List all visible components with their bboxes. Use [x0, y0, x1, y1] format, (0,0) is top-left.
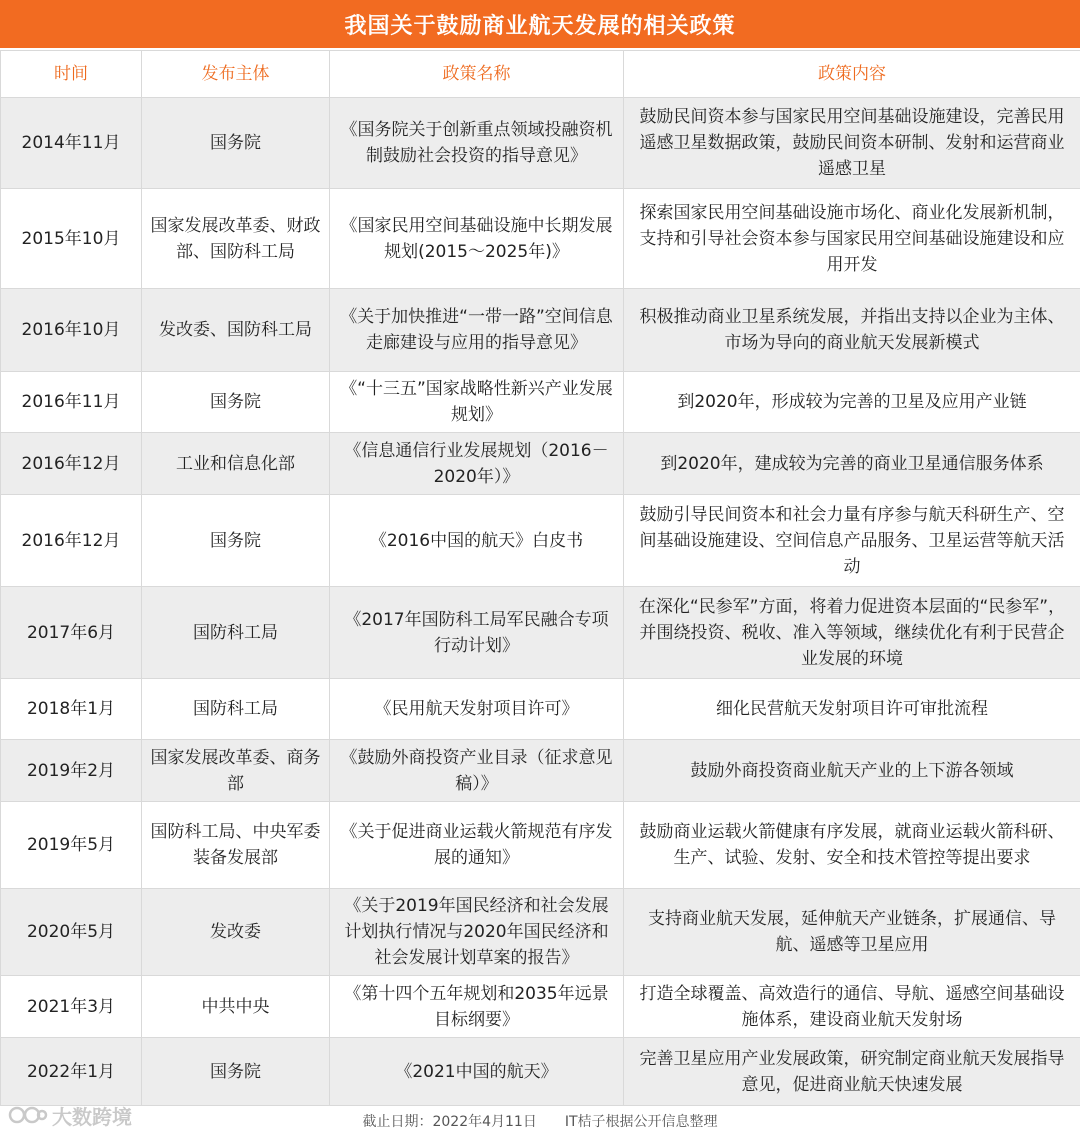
cell-date: 2016年12月	[1, 495, 142, 587]
cell-date: 2019年2月	[1, 740, 142, 802]
footer-note	[0, 1108, 1080, 1134]
cell-issuer: 国家发展改革委、财政部、国防科工局	[142, 189, 330, 289]
cell-name: 《国务院关于创新重点领域投融资机制鼓励社会投资的指导意见》	[330, 98, 624, 189]
page-title: 我国关于鼓励商业航天发展的相关政策	[344, 13, 736, 39]
cell-date: 2018年1月	[1, 679, 142, 740]
column-header-date: 时间	[1, 51, 142, 98]
table-row	[1, 802, 1080, 889]
cell-name: 《国家民用空间基础设施中长期发展规划(2015～2025年)》	[330, 189, 624, 289]
cell-issuer: 国防科工局、中央军委装备发展部	[142, 802, 330, 889]
cell-name: 《鼓励外商投资产业目录（征求意见稿）》	[330, 740, 624, 802]
cell-name: 《“十三五”国家战略性新兴产业发展规划》	[330, 372, 624, 433]
cell-name: 《民用航天发射项目许可》	[330, 679, 624, 740]
table-row	[1, 976, 1080, 1038]
cell-content: 鼓励民间资本参与国家民用空间基础设施建设，完善民用遥感卫星数据政策，鼓励民间资本研制、发射和运营商业遥感卫星	[624, 98, 1080, 189]
cell-date: 2016年12月	[1, 433, 142, 495]
cell-content: 打造全球覆盖、高效造行的通信、导航、遥感空间基础设施体系，建设商业航天发射场	[624, 976, 1080, 1038]
cell-content: 鼓励外商投资商业航天产业的上下游各领域	[624, 740, 1080, 802]
cell-content: 到2020年，建成较为完善的商业卫星通信服务体系	[624, 433, 1080, 495]
cell-content: 鼓励引导民间资本和社会力量有序参与航天科研生产、空间基础设施建设、空间信息产品服务、卫星运营等航天活动	[624, 495, 1080, 587]
table-row	[1, 433, 1080, 495]
cell-content: 在深化“民参军”方面，将着力促进资本层面的“民参军”，并围绕投资、税收、准入等领域，继续优化有利于民营企业发展的环境	[624, 587, 1080, 679]
cell-name: 《2021中国的航天》	[330, 1038, 624, 1106]
column-header-issuer: 发布主体	[142, 51, 330, 98]
cell-name: 《2017年国防科工局军民融合专项行动计划》	[330, 587, 624, 679]
cell-content: 探索国家民用空间基础设施市场化、商业化发展新机制，支持和引导社会资本参与国家民用空间基础设施建设和应用开发	[624, 189, 1080, 289]
cell-name: 《信息通信行业发展规划（2016－2020年）》	[330, 433, 624, 495]
cell-date: 2016年10月	[1, 289, 142, 372]
table-row	[1, 372, 1080, 433]
cell-issuer: 发改委	[142, 889, 330, 976]
policy-table	[0, 50, 1080, 1106]
cell-issuer: 国务院	[142, 1038, 330, 1106]
cell-date: 2019年5月	[1, 802, 142, 889]
table-row	[1, 679, 1080, 740]
footer-source: IT桔子根据公开信息整理	[564, 1114, 718, 1130]
cell-date: 2016年11月	[1, 372, 142, 433]
cell-content: 鼓励商业运载火箭健康有序发展，就商业运载火箭科研、生产、试验、发射、安全和技术管控等提出要求	[624, 802, 1080, 889]
cell-issuer: 国务院	[142, 372, 330, 433]
cell-date: 2017年6月	[1, 587, 142, 679]
cell-name: 《关于加快推进“一带一路”空间信息走廊建设与应用的指导意见》	[330, 289, 624, 372]
table-row	[1, 289, 1080, 372]
cell-issuer: 中共中央	[142, 976, 330, 1038]
cell-content: 细化民营航天发射项目许可审批流程	[624, 679, 1080, 740]
cell-content: 完善卫星应用产业发展政策，研究制定商业航天发展指导意见，促进商业航天快速发展	[624, 1038, 1080, 1106]
brand-name: 大数跨境	[52, 1104, 132, 1129]
cell-content: 积极推动商业卫星系统发展，并指出支持以企业为主体、市场为导向的商业航天发展新模式	[624, 289, 1080, 372]
table-row	[1, 98, 1080, 189]
column-header-name: 政策名称	[330, 51, 624, 98]
table-row	[1, 495, 1080, 587]
cell-name: 《关于促进商业运载火箭规范有序发展的通知》	[330, 802, 624, 889]
cell-content: 到2020年，形成较为完善的卫星及应用产业链	[624, 372, 1080, 433]
cell-date: 2014年11月	[1, 98, 142, 189]
cell-name: 《第十四个五年规划和2035年远景目标纲要》	[330, 976, 624, 1038]
cell-issuer: 发改委、国防科工局	[142, 289, 330, 372]
cell-issuer: 国防科工局	[142, 587, 330, 679]
table-header-row	[1, 51, 1080, 98]
cell-issuer: 国务院	[142, 98, 330, 189]
cell-name: 《关于2019年国民经济和社会发展计划执行情况与2020年国民经济和社会发展计划草案的报告》	[330, 889, 624, 976]
cell-issuer: 国务院	[142, 495, 330, 587]
column-header-content: 政策内容	[624, 51, 1080, 98]
table-row	[1, 889, 1080, 976]
cell-issuer: 国家发展改革委、商务部	[142, 740, 330, 802]
cell-name: 《2016中国的航天》白皮书	[330, 495, 624, 587]
cell-issuer: 国防科工局	[142, 679, 330, 740]
cell-date: 2020年5月	[1, 889, 142, 976]
cell-date: 2021年3月	[1, 976, 142, 1038]
cell-date: 2022年1月	[1, 1038, 142, 1106]
table-row	[1, 1038, 1080, 1106]
table-row	[1, 740, 1080, 802]
cell-date: 2015年10月	[1, 189, 142, 289]
footer-cutoff: 截止日期：2022年4月11日	[362, 1114, 537, 1130]
cell-content: 支持商业航天发展，延伸航天产业链条，扩展通信、导航、遥感等卫星应用	[624, 889, 1080, 976]
table-row	[1, 587, 1080, 679]
cell-issuer: 工业和信息化部	[142, 433, 330, 495]
table-row	[1, 189, 1080, 289]
title-bar	[0, 0, 1080, 48]
